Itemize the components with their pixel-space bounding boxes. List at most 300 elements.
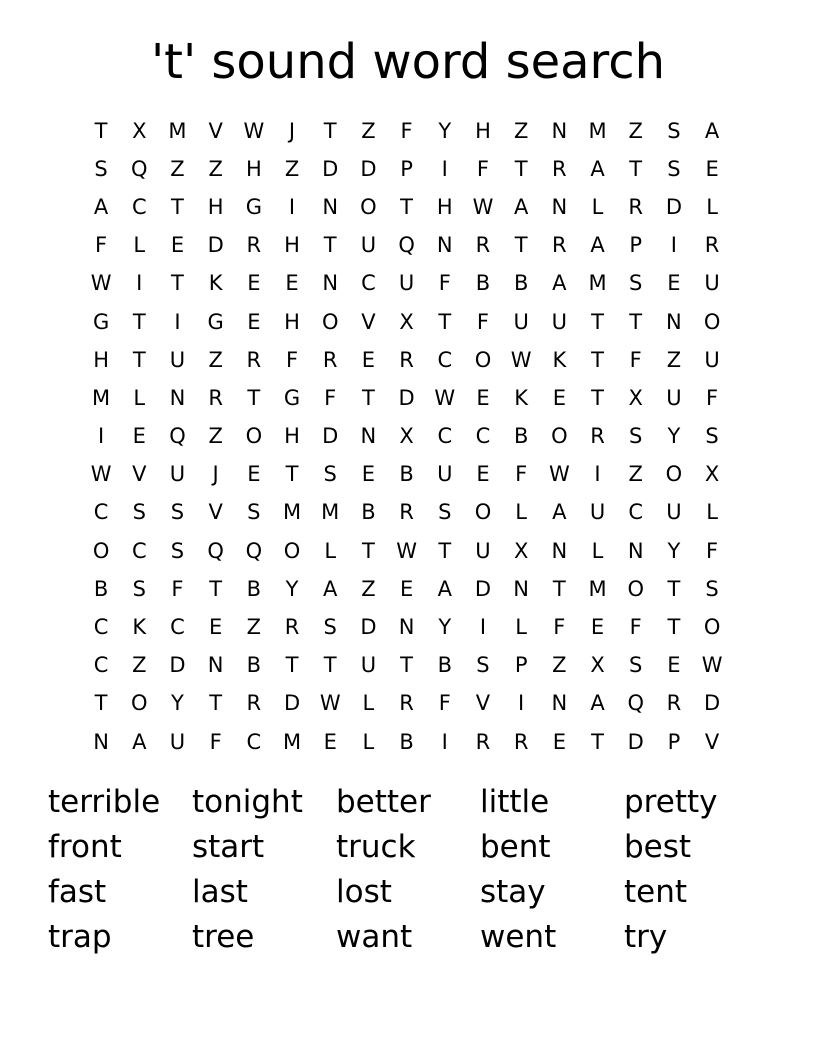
grid-letter[interactable]: W [472,194,494,219]
grid-letter[interactable]: R [513,729,529,754]
grid-letter[interactable]: G [92,309,110,334]
grid-letter[interactable]: O [283,538,301,563]
grid-letter[interactable]: T [629,156,643,181]
grid-letter[interactable]: Z [208,424,223,449]
grid-letter[interactable]: C [361,271,376,296]
grid-letter[interactable]: E [209,615,223,640]
grid-letter[interactable]: W [243,118,265,143]
grid-letter[interactable]: M [588,118,607,143]
grid-letter[interactable]: A [513,194,529,219]
grid-letter[interactable]: T [629,309,643,334]
grid-letter[interactable]: Y [438,118,452,143]
grid-letter[interactable]: V [132,462,147,487]
grid-letter[interactable]: Z [208,347,223,372]
grid-letter[interactable]: A [132,729,147,754]
grid-letter[interactable]: E [247,462,261,487]
grid-letter[interactable]: E [170,233,185,258]
grid-letter[interactable]: B [513,424,529,449]
grid-letter[interactable]: T [591,729,604,754]
grid-letter[interactable]: I [594,462,601,487]
grid-letter[interactable]: X [704,462,720,487]
grid-letter[interactable]: L [706,194,718,219]
grid-letter[interactable]: Y [285,576,299,601]
grid-letter[interactable]: T [285,462,299,487]
grid-letter[interactable]: K [514,385,529,410]
grid-letter[interactable]: X [513,538,529,563]
grid-letter[interactable]: T [285,653,299,678]
grid-letter[interactable]: N [322,271,339,296]
grid-letter[interactable]: I [670,233,677,258]
grid-letter[interactable]: S [667,118,681,143]
grid-letter[interactable]: T [209,576,223,601]
grid-letter[interactable]: A [590,156,605,181]
grid-letter[interactable]: A [704,118,720,143]
grid-letter[interactable]: I [288,194,296,219]
grid-letter[interactable]: V [704,729,720,754]
grid-letter[interactable]: E [132,424,146,449]
grid-letter[interactable]: S [705,424,719,449]
grid-letter[interactable]: B [246,653,262,678]
grid-letter[interactable]: D [704,691,721,716]
grid-letter[interactable]: P [514,653,528,678]
grid-letter[interactable]: K [132,615,147,640]
grid-letter[interactable]: R [208,385,223,410]
grid-letter[interactable]: G [283,385,301,410]
grid-letter[interactable]: U [360,653,377,678]
grid-letter[interactable]: H [93,347,109,372]
grid-letter[interactable]: R [246,691,262,716]
grid-letter[interactable]: N [93,729,109,754]
grid-letter[interactable]: D [665,194,682,219]
grid-letter[interactable]: F [324,385,337,410]
grid-letter[interactable]: R [666,691,682,716]
grid-letter[interactable]: N [360,424,377,449]
grid-letter[interactable]: E [247,309,261,334]
grid-letter[interactable]: S [132,500,146,525]
grid-letter[interactable]: T [438,309,452,334]
grid-letter[interactable]: F [706,538,719,563]
grid-letter[interactable]: E [361,347,376,372]
grid-letter[interactable]: T [514,156,528,181]
grid-letter[interactable]: T [94,691,108,716]
grid-letter[interactable]: T [323,118,337,143]
grid-letter[interactable]: O [360,194,377,219]
grid-letter[interactable]: N [513,576,530,601]
grid-letter[interactable]: W [90,271,112,296]
grid-letter[interactable]: Q [169,424,186,449]
grid-letter[interactable]: W [510,347,532,372]
grid-letter[interactable]: Z [361,118,376,143]
word-list-item: terrible [48,784,161,820]
grid-letter[interactable]: T [132,347,146,372]
grid-letter[interactable]: C [131,194,147,219]
grid-letter[interactable]: U [398,271,415,296]
grid-letter[interactable]: T [132,309,146,334]
grid-letter[interactable]: C [628,500,644,525]
grid-letter[interactable]: W [434,385,456,410]
grid-letter[interactable]: W [396,538,417,563]
grid-letter[interactable]: E [361,462,376,487]
grid-letter[interactable]: U [704,271,720,296]
grid-letter[interactable]: E [399,576,414,601]
grid-letter[interactable]: B [513,271,529,296]
grid-letter[interactable]: I [441,156,448,181]
grid-letter[interactable]: D [207,233,224,258]
grid-letter[interactable]: O [92,538,110,563]
word-list-item: trap [48,919,112,955]
grid-letter[interactable]: Z [628,462,643,487]
grid-letter[interactable]: A [552,500,567,525]
grid-letter[interactable]: E [590,615,605,640]
grid-letter[interactable]: R [246,347,262,372]
grid-letter[interactable]: D [322,156,339,181]
grid-letter[interactable]: X [132,118,147,143]
grid-letter[interactable]: F [400,118,413,143]
grid-letter[interactable]: L [591,538,604,563]
grid-letter[interactable]: T [514,233,528,258]
grid-letter[interactable]: C [93,500,109,525]
grid-letter[interactable]: D [398,385,415,410]
grid-letter[interactable]: T [323,233,337,258]
grid-letter[interactable]: T [667,615,681,640]
grid-letter[interactable]: S [94,156,108,181]
grid-letter[interactable]: F [438,691,451,716]
grid-letter[interactable]: T [591,309,604,334]
grid-letter[interactable]: F [706,385,719,410]
grid-letter[interactable]: L [133,233,146,258]
word-list-item: last [192,874,248,910]
grid-letter[interactable]: Q [245,538,263,563]
grid-letter[interactable]: H [245,156,262,181]
grid-letter[interactable]: Z [208,156,223,181]
grid-letter[interactable]: T [171,271,184,296]
grid-letter[interactable]: C [246,729,262,754]
grid-letter[interactable]: V [208,118,223,143]
grid-letter[interactable]: W [701,653,723,678]
grid-letter[interactable]: P [400,156,413,181]
grid-letter[interactable]: U [169,729,186,754]
word-list [48,780,768,960]
grid-letter[interactable]: U [437,462,453,487]
grid-letter[interactable]: U [589,500,606,525]
grid-letter[interactable]: M [282,729,302,754]
grid-letter[interactable]: E [247,271,261,296]
grid-letter[interactable]: U [475,538,491,563]
grid-letter[interactable]: A [590,691,605,716]
grid-letter[interactable]: N [322,194,339,219]
grid-letter[interactable]: Q [398,233,415,258]
grid-letter[interactable]: L [706,500,718,525]
grid-letter[interactable]: L [133,385,146,410]
grid-letter[interactable]: N [551,194,568,219]
grid-letter[interactable]: A [437,576,452,601]
grid-letter[interactable]: F [476,309,490,334]
grid-letter[interactable]: R [284,615,300,640]
grid-letter[interactable]: N [207,653,224,678]
grid-letter[interactable]: N [551,118,568,143]
grid-letter[interactable]: I [174,309,181,334]
grid-letter[interactable]: N [551,691,568,716]
grid-letter[interactable]: D [283,691,301,716]
grid-letter[interactable]: C [170,615,185,640]
grid-letter[interactable]: R [399,347,414,372]
grid-letter[interactable]: R [322,347,338,372]
grid-letter[interactable]: H [475,118,491,143]
grid-letter[interactable]: H [284,424,300,449]
grid-letter[interactable]: W [319,691,341,716]
grid-letter[interactable]: N [666,309,682,334]
grid-letter[interactable]: M [92,385,111,410]
grid-letter[interactable]: I [479,615,487,640]
grid-letter[interactable]: S [323,615,337,640]
grid-letter[interactable]: T [361,385,375,410]
grid-letter[interactable]: D [474,576,492,601]
grid-letter[interactable]: U [169,347,186,372]
grid-letter[interactable]: Y [438,615,452,640]
grid-letter[interactable]: O [703,309,721,334]
grid-letter[interactable]: H [207,194,224,219]
grid-letter[interactable]: I [97,424,105,449]
grid-letter[interactable]: A [590,233,605,258]
grid-letter[interactable]: E [667,653,681,678]
grid-letter[interactable]: B [361,500,376,525]
grid-letter[interactable]: E [705,156,719,181]
grid-letter[interactable]: Z [361,576,376,601]
grid-letter[interactable]: B [399,462,414,487]
grid-letter[interactable]: R [246,233,262,258]
grid-letter[interactable]: B [475,271,491,296]
grid-letter[interactable]: S [438,500,452,525]
grid-letter[interactable]: F [629,347,642,372]
grid-letter[interactable]: E [476,385,490,410]
grid-letter[interactable]: J [288,118,296,143]
grid-letter[interactable]: Z [628,118,643,143]
grid-letter[interactable]: O [131,691,148,716]
grid-letter[interactable]: U [360,233,377,258]
grid-letter[interactable]: O [474,347,492,372]
grid-letter[interactable]: J [212,462,219,487]
grid-letter[interactable]: K [208,271,223,296]
grid-letter[interactable]: X [399,424,414,449]
grid-letter[interactable]: T [552,576,566,601]
grid-letter[interactable]: R [628,194,644,219]
grid-letter[interactable]: X [628,385,643,410]
grid-letter[interactable]: H [284,233,300,258]
grid-letter[interactable]: E [476,462,490,487]
grid-letter[interactable]: N [551,538,568,563]
grid-letter[interactable]: R [704,233,720,258]
grid-letter[interactable]: P [667,729,681,754]
grid-letter[interactable]: T [323,653,337,678]
word-list-item: best [624,829,692,865]
grid-letter[interactable]: C [437,347,453,372]
grid-letter[interactable]: U [704,347,720,372]
grid-letter[interactable]: G [245,194,262,219]
grid-letter[interactable]: T [667,576,681,601]
grid-letter[interactable]: T [209,691,223,716]
grid-letter[interactable]: I [441,729,448,754]
grid-letter[interactable]: R [552,156,567,181]
grid-letter[interactable]: O [245,424,263,449]
grid-letter[interactable]: S [629,271,643,296]
grid-letter[interactable]: U [169,462,186,487]
grid-letter[interactable]: T [94,118,108,143]
grid-letter[interactable]: F [438,271,451,296]
grid-letter[interactable]: D [360,615,377,640]
grid-letter[interactable]: Z [246,615,262,640]
grid-letter[interactable]: L [515,615,527,640]
grid-letter[interactable]: L [324,538,337,563]
grid-letter[interactable]: A [93,194,109,219]
grid-letter[interactable]: S [629,653,643,678]
grid-letter[interactable]: K [552,347,567,372]
grid-letter[interactable]: T [247,385,261,410]
grid-letter[interactable]: O [627,576,644,601]
grid-letter[interactable]: E [667,271,681,296]
grid-letter[interactable]: T [171,194,184,219]
grid-letter[interactable]: M [321,500,340,525]
grid-letter[interactable]: U [666,500,682,525]
grid-letter[interactable]: X [399,309,414,334]
grid-letter[interactable]: M [282,500,302,525]
grid-letter[interactable]: T [438,538,452,563]
grid-letter[interactable]: C [93,615,109,640]
grid-letter[interactable]: W [548,462,570,487]
grid-letter[interactable]: S [170,500,185,525]
grid-letter[interactable]: O [703,615,721,640]
grid-letter[interactable]: T [591,347,604,372]
grid-letter[interactable]: R [552,233,567,258]
grid-letter[interactable]: T [591,385,604,410]
word-list-item: tree [192,919,255,955]
grid-letter[interactable]: U [513,309,529,334]
grid-letter[interactable]: D [627,729,644,754]
grid-letter[interactable]: Z [666,347,682,372]
grid-letter[interactable]: M [168,118,187,143]
grid-letter[interactable]: B [437,653,452,678]
grid-letter[interactable]: C [437,424,453,449]
letter-grid [82,112,732,761]
grid-letter[interactable]: M [588,576,607,601]
grid-letter[interactable]: Y [667,424,681,449]
grid-letter[interactable]: L [362,691,375,716]
grid-letter[interactable]: O [551,424,568,449]
grid-letter[interactable]: T [400,653,413,678]
grid-letter[interactable]: H [284,309,300,334]
grid-letter[interactable]: R [475,233,491,258]
word-list-item: tonight [192,784,303,820]
grid-letter[interactable]: N [169,385,186,410]
grid-letter[interactable]: Y [667,538,681,563]
grid-letter[interactable]: N [436,233,453,258]
word-list-item: little [480,784,550,820]
grid-letter[interactable]: S [705,576,719,601]
grid-letter[interactable]: F [553,615,566,640]
page-title: 't' sound word search [150,34,666,90]
grid-letter[interactable]: N [398,615,415,640]
grid-letter[interactable]: N [627,538,644,563]
grid-letter[interactable]: B [93,576,109,601]
grid-letter[interactable]: S [247,500,261,525]
grid-letter[interactable]: R [590,424,605,449]
grid-letter[interactable]: S [323,462,337,487]
grid-letter[interactable]: A [552,271,567,296]
grid-letter[interactable]: D [360,156,377,181]
grid-letter[interactable]: G [207,309,224,334]
grid-letter[interactable]: S [629,424,643,449]
grid-letter[interactable]: E [285,271,299,296]
grid-letter[interactable]: S [667,156,681,181]
grid-letter[interactable]: E [552,385,566,410]
grid-letter[interactable]: Q [207,538,224,563]
grid-letter[interactable]: V [475,691,491,716]
grid-letter[interactable]: Z [170,156,185,181]
grid-letter[interactable]: L [515,500,527,525]
grid-letter[interactable]: T [400,194,413,219]
grid-letter[interactable]: M [588,271,607,296]
grid-letter[interactable]: V [361,309,376,334]
grid-letter[interactable]: S [476,653,490,678]
grid-letter[interactable]: Z [132,653,147,678]
grid-letter[interactable]: Q [627,691,644,716]
grid-letter[interactable]: F [629,615,642,640]
grid-letter[interactable]: F [209,729,222,754]
grid-letter[interactable]: R [475,729,491,754]
grid-letter[interactable]: Z [513,118,529,143]
grid-letter[interactable]: T [361,538,375,563]
grid-letter[interactable]: U [551,309,568,334]
grid-letter[interactable]: F [476,156,490,181]
grid-letter[interactable]: L [362,729,375,754]
grid-letter[interactable]: A [323,576,338,601]
grid-letter[interactable]: P [629,233,643,258]
grid-letter[interactable]: Q [131,156,148,181]
grid-letter[interactable]: C [475,424,491,449]
grid-letter[interactable]: L [591,194,604,219]
grid-letter[interactable]: D [322,424,339,449]
grid-letter[interactable]: I [136,271,143,296]
grid-letter[interactable]: Y [171,691,184,716]
grid-letter[interactable]: F [285,347,299,372]
grid-letter[interactable]: C [93,653,109,678]
grid-letter[interactable]: E [552,729,566,754]
grid-letter[interactable]: W [90,462,112,487]
grid-letter[interactable]: Z [284,156,300,181]
grid-letter[interactable]: R [399,691,414,716]
grid-letter[interactable]: O [665,462,683,487]
grid-letter[interactable]: B [399,729,414,754]
grid-letter[interactable]: U [666,385,682,410]
grid-letter[interactable]: E [323,729,337,754]
grid-letter[interactable]: I [518,691,525,716]
grid-letter[interactable]: B [246,576,262,601]
grid-letter[interactable]: F [171,576,184,601]
grid-letter[interactable]: H [436,194,453,219]
grid-letter[interactable]: O [474,500,492,525]
grid-letter[interactable]: X [590,653,605,678]
grid-letter[interactable]: R [399,500,414,525]
grid-letter[interactable]: C [131,538,147,563]
grid-letter[interactable]: O [321,309,339,334]
word-list-item: better [336,784,431,820]
grid-letter[interactable]: Z [552,653,567,678]
grid-letter[interactable]: F [95,233,108,258]
grid-letter[interactable]: S [170,538,185,563]
grid-letter[interactable]: F [515,462,528,487]
grid-letter[interactable]: D [169,653,186,678]
grid-letter[interactable]: S [132,576,146,601]
grid-letter[interactable]: V [208,500,223,525]
